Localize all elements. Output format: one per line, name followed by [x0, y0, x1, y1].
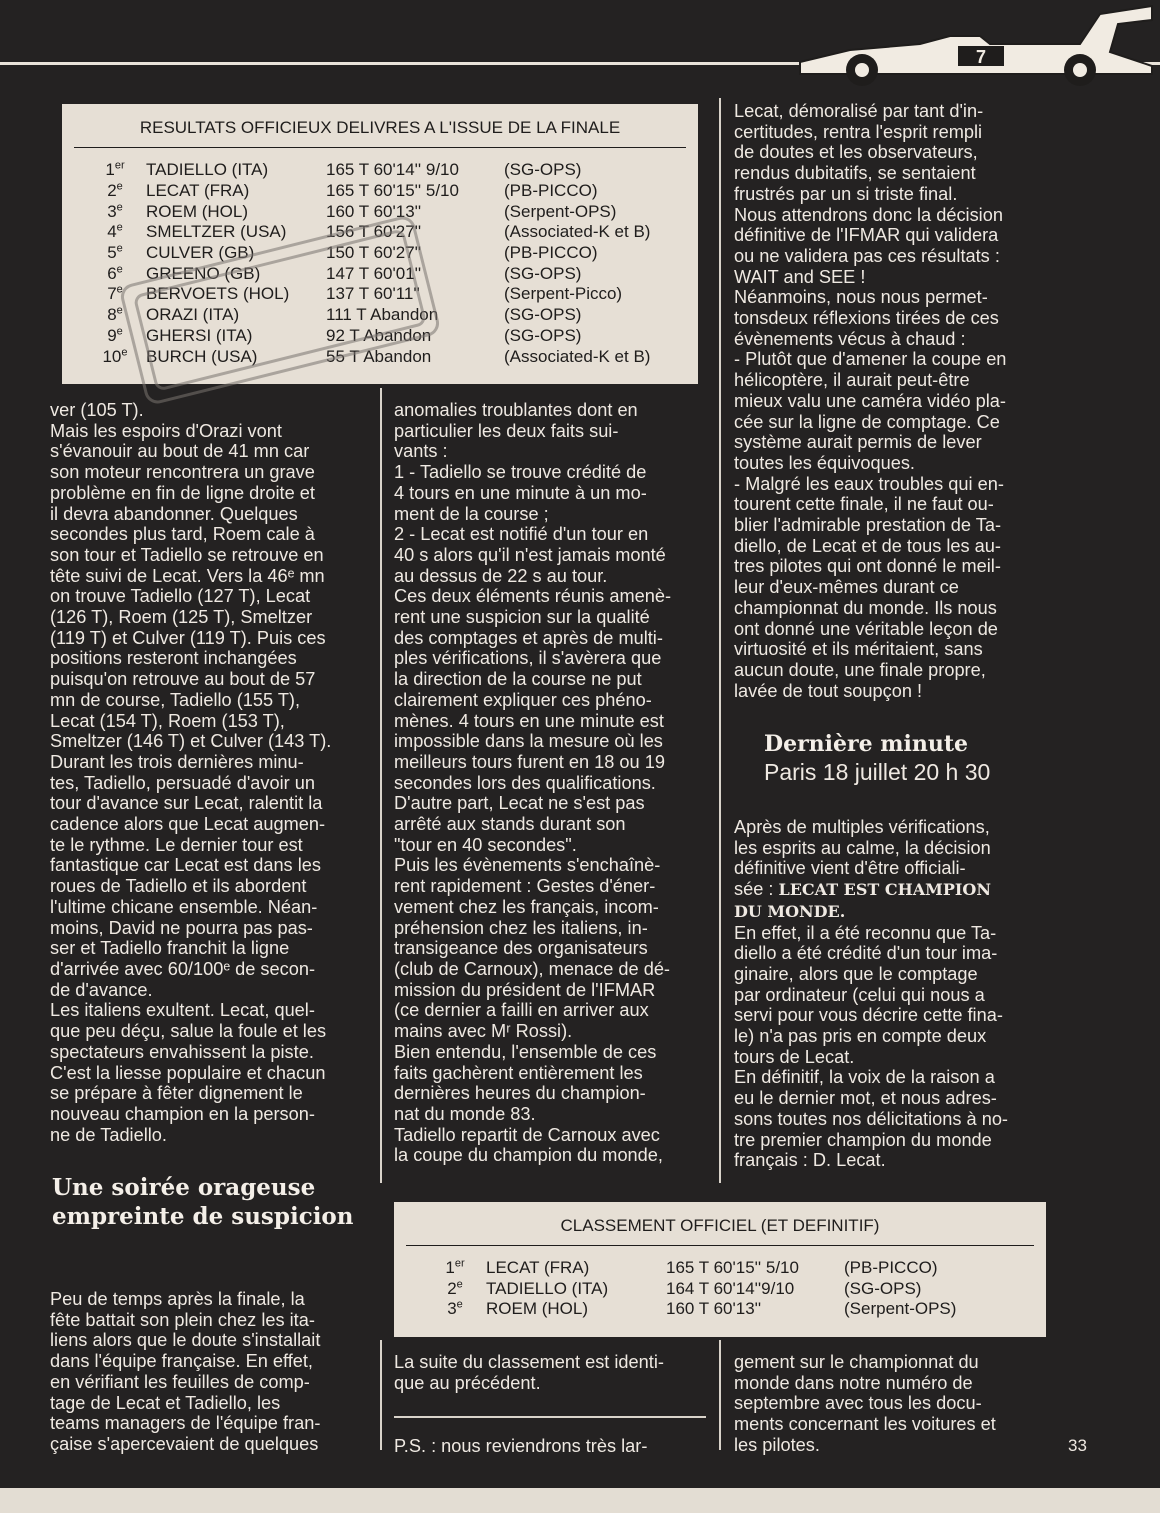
- text-line: Puis les évènements s'enchaînè-: [394, 855, 661, 876]
- text-line: Néanmoins, nous nous permet-: [734, 287, 988, 308]
- rank: 3e: [107, 201, 123, 221]
- result-row: [424, 1258, 956, 1279]
- text-line: 1 - Tadiello se trouve crédité de: [394, 462, 647, 483]
- text-line: La suite du classement est identi-: [394, 1352, 664, 1372]
- text-line: faits gachèrent entièrement les: [394, 1062, 643, 1083]
- text-line: C'est la liesse populaire et chacun: [50, 1062, 326, 1083]
- text-line: roues de Tadiello et ils abordent: [50, 876, 307, 897]
- text-line: ver (105 T).: [50, 400, 144, 420]
- text-line: nouveau champion en la person-: [50, 1103, 315, 1124]
- text-line: définitive de l'IFMAR qui validera: [734, 225, 999, 246]
- champion-announcement: LECAT EST CHAMPION: [778, 880, 991, 900]
- text-line: d'arrivée avec 60/100ᵉ de secon-: [50, 958, 316, 979]
- text-line: (119 T) et Culver (119 T). Puis ces: [50, 627, 326, 648]
- text-line: on trouve Tadiello (127 T), Lecat: [50, 586, 311, 607]
- text-line: ser et Tadiello franchit la ligne: [50, 938, 290, 959]
- driver-name: ROEM (HOL): [486, 1299, 588, 1319]
- driver-name: GHERSI (ITA): [146, 325, 253, 345]
- column-2-text: [394, 400, 706, 1166]
- text-line: tes, Tadiello, persuadé d'avoir un: [50, 772, 316, 793]
- column-2-after-box: [394, 1352, 706, 1393]
- result-row: [84, 160, 650, 181]
- text-line: par ordinateur (celui qui nous a: [734, 984, 985, 1005]
- rank: 7e: [107, 283, 123, 304]
- text-line: clairement expliquer ces phéno-: [394, 689, 652, 710]
- laps-time: 160 T 60'13'': [666, 1299, 762, 1319]
- driver-name: BERVOETS (HOL): [146, 284, 290, 304]
- team: (PB-PICCO): [504, 243, 598, 263]
- text-line: ment de la course ;: [394, 503, 549, 524]
- rank: 3e: [447, 1298, 463, 1319]
- page-number: 33: [1068, 1436, 1087, 1455]
- laps-time: 160 T 60'13'': [326, 201, 422, 221]
- text-line: ments concernant les voitures et: [734, 1414, 996, 1435]
- text-line: Lecat, démoralisé par tant d'in-: [734, 101, 984, 121]
- text-line: dans l'équipe française. En effet,: [50, 1351, 313, 1372]
- section-heading-derniere-minute: Dernière minute: [764, 731, 969, 757]
- text-line: rent rapidement : Gestes d'éner-: [394, 876, 656, 897]
- laps-time: 165 T 60'15'' 5/10: [326, 181, 459, 201]
- text-line: championnat du monde. Ils nous: [734, 597, 997, 618]
- text-line: puisqu'on retrouve au bout de 57: [50, 669, 316, 690]
- column-3-text: [734, 101, 1046, 701]
- text-line: en vérifiant les feuilles de comp-: [50, 1371, 310, 1392]
- text-line: ples vérifications, il s'avèrera que: [394, 648, 662, 669]
- text-line: WAIT and SEE !: [734, 266, 866, 287]
- text-line: arrêté aux stands durant son: [394, 814, 626, 835]
- text-line: se prépare à fêter dignement le: [50, 1083, 303, 1104]
- text-line: Tadiello repartit de Carnoux avec: [394, 1124, 660, 1145]
- text-line: dernières heures du champion-: [394, 1083, 646, 1104]
- laps-time: 150 T 60'27'': [326, 243, 422, 263]
- text-line: Nous attendrons donc la décision: [734, 204, 1003, 225]
- rank: 9e: [107, 325, 123, 345]
- text-line: rendus dubitatifs, se sentaient: [734, 163, 976, 184]
- column-3-text-end: [734, 1352, 1046, 1456]
- driver-name: BURCH (USA): [146, 346, 258, 366]
- text-line: moins, David ne pourra pas pas-: [50, 917, 313, 938]
- rank: 8e: [107, 304, 123, 325]
- team: (SG-OPS): [504, 325, 582, 345]
- section-heading-soiree: Une soirée orageuse empreinte de suspicion: [52, 1174, 354, 1230]
- text-line: - Malgré les eaux troubles qui en-: [734, 473, 1004, 494]
- text-line: tours de Lecat.: [734, 1046, 855, 1067]
- page-edge: [0, 1488, 1160, 1513]
- driver-name: LECAT (FRA): [146, 181, 250, 201]
- text-line: diello a été crédité d'un tour ima-: [734, 943, 998, 964]
- laps-time: 156 T 60'27'': [326, 222, 422, 242]
- text-line: spectateurs envahissent la piste.: [50, 1041, 314, 1062]
- column-1-text: [50, 400, 370, 1145]
- text-line: la direction de la course ne put: [394, 669, 642, 690]
- team: (Associated-K et B): [504, 222, 651, 242]
- column-divider: [380, 388, 382, 1183]
- watermark-stamp: [90, 210, 470, 410]
- text-line: tour d'avance sur Lecat, ralentit la: [50, 793, 323, 814]
- driver-name: GREENO (GB): [146, 263, 261, 283]
- official-results-table: [424, 1258, 956, 1320]
- text-line: mieux valu une caméra vidéo pla-: [734, 390, 1006, 411]
- team: (Serpent-OPS): [504, 201, 617, 221]
- text-line: çaise s'apercevaient de quelques: [50, 1433, 319, 1454]
- rank: 6e: [107, 263, 123, 283]
- laps-time: 147 T 60'01'': [326, 263, 422, 283]
- text-line: mn de course, Tadiello (155 T),: [50, 689, 301, 710]
- text-line: de d'avance.: [50, 979, 153, 1000]
- text-line: tourent cette finale, il ne faut ou-: [734, 494, 994, 515]
- text-line: te le rythme. Le dernier tour est: [50, 834, 303, 855]
- race-car-icon: [780, 0, 1160, 90]
- ps-note: P.S. : nous reviendrons très lar-: [394, 1436, 648, 1456]
- result-row: [84, 181, 650, 202]
- text-line: que peu déçu, salue la foule et les: [50, 1021, 327, 1042]
- text-line: l'ultime chicane ensemble. Néan-: [50, 896, 318, 917]
- text-line: Durant les trois dernières minu-: [50, 751, 304, 772]
- text-line: ont donné une véritable leçon de: [734, 618, 998, 639]
- column-divider: [719, 98, 721, 1183]
- text-line: Bien entendu, l'ensemble de ces: [394, 1041, 657, 1062]
- text-line: - Plutôt que d'amener la coupe en: [734, 349, 1007, 370]
- result-row: [424, 1299, 956, 1320]
- text-line: Smeltzer (146 T) et Culver (143 T).: [50, 731, 332, 752]
- text-line: sons toutes nos délicitations à no-: [734, 1108, 1008, 1129]
- text-line: il devra abandonner. Quelques: [50, 503, 298, 524]
- team: (Serpent-OPS): [844, 1299, 957, 1319]
- laps-time: 165 T 60'14'' 9/10: [326, 160, 459, 180]
- text-line: tres pilotes qui ont donné le meil-: [734, 556, 1001, 577]
- text-line: secondes plus tard, Roem cale à: [50, 524, 315, 545]
- text-line: hélicoptère, il aurait peut-être: [734, 370, 970, 391]
- text-line: cadence alors que Lecat augmen-: [50, 814, 326, 835]
- text-line: des comptages et après de multi-: [394, 627, 663, 648]
- text-line: les pilotes.: [734, 1434, 820, 1455]
- text-line: teams managers de l'équipe fran-: [50, 1413, 321, 1434]
- result-row: [424, 1279, 956, 1300]
- text-line: mains avec Mʳ Rossi).: [394, 1021, 573, 1042]
- text-line: En définitif, la voix de la raison a: [734, 1067, 995, 1088]
- section-subheading-date: Paris 18 juillet 20 h 30: [764, 759, 991, 785]
- team: (Serpent-Picco): [504, 284, 623, 304]
- text-line: vement chez les français, incom-: [394, 896, 659, 917]
- text-line: monde dans notre numéro de: [734, 1372, 973, 1393]
- text-line: mission du président de l'IFMAR: [394, 979, 656, 1000]
- text-line: 40 s alors qu'il n'est jamais monté: [394, 544, 666, 565]
- laps-time: 137 T 60'11'': [326, 284, 420, 304]
- text-line: secondes lors des qualifications.: [394, 772, 656, 793]
- text-line: impossible dans la mesure où les: [394, 731, 663, 752]
- text-line: s'évanouir au bout de 41 mn car: [50, 441, 310, 462]
- text-line: virtuosité et ils méritaient, sans: [734, 639, 983, 660]
- laps-time: 92 T Abandon: [326, 325, 432, 345]
- text-line: frustrés par un si triste final.: [734, 183, 958, 204]
- rank: 5e: [107, 242, 123, 263]
- team: (PB-PICCO): [504, 181, 598, 201]
- driver-name: ROEM (HOL): [146, 201, 248, 221]
- rank: 1er: [105, 159, 125, 180]
- text-line: ne de Tadiello.: [50, 1124, 167, 1145]
- official-results-title: CLASSEMENT OFFICIEL (ET DEFINITIF): [406, 1202, 1034, 1246]
- text-line: tonsdeux réflexions tirées de ces: [734, 308, 999, 329]
- driver-name: LECAT (FRA): [486, 1258, 590, 1278]
- text-line: leur d'eux-mêmes durant ce: [734, 577, 959, 598]
- text-line: problème en fin de ligne droite et: [50, 482, 315, 503]
- text-line: système aurait permis de lever: [734, 432, 982, 453]
- team: (SG-OPS): [844, 1278, 922, 1298]
- driver-name: SMELTZER (USA): [146, 222, 287, 242]
- column-3-text-last-minute: Après de multiples vérifications, les esprits au calme, la décision définitive vient d'être officiali- sée : LECAT EST CHAMPION DU MONDE. En effet, il a été reconnu que Ta- diello a été crédité d'un tour ima- ginaire, alors que le comptage par ordinateur (celui qui nous a servi pour vous décrire cette fina- le) n'a pas pris en compte deux tours de Lecat. En définitif, la voix de la raison a eu le dernier mot, et nous adres- sons toutes nos délicitations à no- tre premier champion du monde français : D. Lecat.: [734, 817, 1046, 1171]
- text-line: fantastique car Lecat est dans les: [50, 855, 321, 876]
- text-line: son moteur rencontrera un grave: [50, 462, 315, 483]
- text-line: la coupe du champion du monde,: [394, 1145, 663, 1166]
- text-line: vants :: [394, 441, 448, 462]
- text-line: positions resteront inchangées: [50, 648, 297, 669]
- text-line: toutes les équivoques.: [734, 452, 915, 473]
- rank: 10e: [102, 345, 128, 366]
- team: (SG-OPS): [504, 263, 582, 283]
- text-line: tête suivi de Lecat. Vers la 46ᵉ mn: [50, 565, 325, 586]
- text-line: diello, de Lecat et de tous les au-: [734, 535, 1001, 556]
- driver-name: CULVER (GB): [146, 243, 255, 263]
- text-line: "tour en 40 secondes".: [394, 834, 577, 855]
- laps-time: 111 T Abandon: [326, 305, 439, 325]
- unofficial-results-title: RESULTATS OFFICIEUX DELIVRES A L'ISSUE DE LA FINALE: [74, 104, 686, 148]
- text-line: définitive vient d'être officiali-: [734, 858, 966, 879]
- text-line: son tour et Tadiello se retrouve en: [50, 544, 324, 565]
- text-line: Lecat (154 T), Roem (153 T),: [50, 710, 285, 731]
- rank: 2e: [447, 1278, 463, 1298]
- text-line: Après de multiples vérifications,: [734, 817, 990, 837]
- column-divider: [719, 1340, 721, 1450]
- text-line: au dessus de 22 s au tour.: [394, 565, 608, 586]
- text-line: blier l'admirable prestation de Ta-: [734, 515, 1001, 536]
- text-line: gement sur le championnat du: [734, 1352, 979, 1372]
- text-line: transigeance des organisateurs: [394, 938, 648, 959]
- text-line: En effet, il a été reconnu que Ta-: [734, 922, 997, 943]
- laps-time: 164 T 60'14''9/10: [666, 1278, 795, 1298]
- rank: 2e: [107, 180, 123, 201]
- rank: 1er: [445, 1257, 465, 1278]
- text-line: certitudes, rentra l'esprit rempli: [734, 121, 983, 142]
- team: (SG-OPS): [504, 305, 582, 325]
- driver-name: TADIELLO (ITA): [146, 160, 269, 180]
- text-line: nat du monde 83.: [394, 1103, 536, 1124]
- text-line: de doutes et les observateurs,: [734, 142, 978, 163]
- text-line: les esprits au calme, la décision: [734, 837, 991, 858]
- text-line: ou ne validera pas ces résultats :: [734, 245, 1000, 266]
- text-line: français : D. Lecat.: [734, 1150, 886, 1171]
- text-line: particulier les deux faits sui-: [394, 420, 619, 441]
- text-line: anomalies troublantes dont en: [394, 400, 638, 420]
- text-line: meilleurs tours furent en 18 ou 19: [394, 751, 665, 772]
- text-line: Mais les espoirs d'Orazi vont: [50, 420, 282, 441]
- laps-time: 165 T 60'15'' 5/10: [666, 1258, 799, 1278]
- text-line: que au précédent.: [394, 1372, 541, 1393]
- team: (SG-OPS): [504, 160, 582, 180]
- text-line: septembre avec tous les docu-: [734, 1393, 982, 1414]
- driver-name: TADIELLO (ITA): [486, 1278, 609, 1298]
- text-line: préhension chez les italiens, in-: [394, 917, 648, 938]
- svg-text:7: 7: [975, 47, 987, 67]
- text-line: Ces deux éléments réunis amenè-: [394, 586, 671, 607]
- text-line: servi pour vous décrire cette fina-: [734, 1005, 1003, 1026]
- text-line: ginaire, alors que le comptage: [734, 963, 978, 984]
- column-1-text-continued: [50, 1289, 370, 1455]
- official-results-box: [394, 1202, 1046, 1337]
- ps-divider: [394, 1416, 706, 1418]
- text-line: lavée de tout soupçon !: [734, 680, 923, 701]
- team: (PB-PICCO): [844, 1258, 938, 1278]
- text-line: aucun doute, une finale propre,: [734, 659, 986, 680]
- driver-name: ORAZI (ITA): [146, 305, 240, 325]
- laps-time: 55 T Abandon: [326, 346, 432, 366]
- text-line: Peu de temps après la finale, la: [50, 1289, 305, 1309]
- text-line: cée sur la ligne de comptage. Ce: [734, 411, 1000, 432]
- text-line: (126 T), Roem (125 T), Smeltzer: [50, 607, 313, 628]
- text-line: 2 - Lecat est notifié d'un tour en: [394, 524, 649, 545]
- text-line: tage de Lecat et Tadiello, les: [50, 1392, 281, 1413]
- text-line: rent une suspicion sur la qualité: [394, 607, 650, 628]
- text-line: (club de Carnoux), menace de dé-: [394, 958, 670, 979]
- text-line: D'autre part, Lecat ne s'est pas: [394, 793, 645, 814]
- text-line: liens alors que le doute s'installait: [50, 1330, 321, 1351]
- text-line: (ce dernier a failli en arriver aux: [394, 1000, 649, 1021]
- column-divider: [380, 1340, 382, 1450]
- text-line: 4 tours en une minute à un mo-: [394, 482, 647, 503]
- text-line: tre premier champion du monde: [734, 1129, 992, 1150]
- text-line: le) n'a pas pris en compte deux: [734, 1026, 987, 1047]
- text-line: Les italiens exultent. Lecat, quel-: [50, 1000, 315, 1021]
- champion-announcement-end: DU MONDE.: [734, 901, 846, 921]
- rank: 4e: [107, 221, 123, 242]
- team: (Associated-K et B): [504, 346, 651, 366]
- text-line: évènements vécus à chaud :: [734, 328, 966, 349]
- text-line: fête battait son plein chez les ita-: [50, 1309, 315, 1330]
- text-line: eu le dernier mot, et nous adres-: [734, 1088, 997, 1109]
- text-line: mènes. 4 tours en une minute est: [394, 710, 664, 731]
